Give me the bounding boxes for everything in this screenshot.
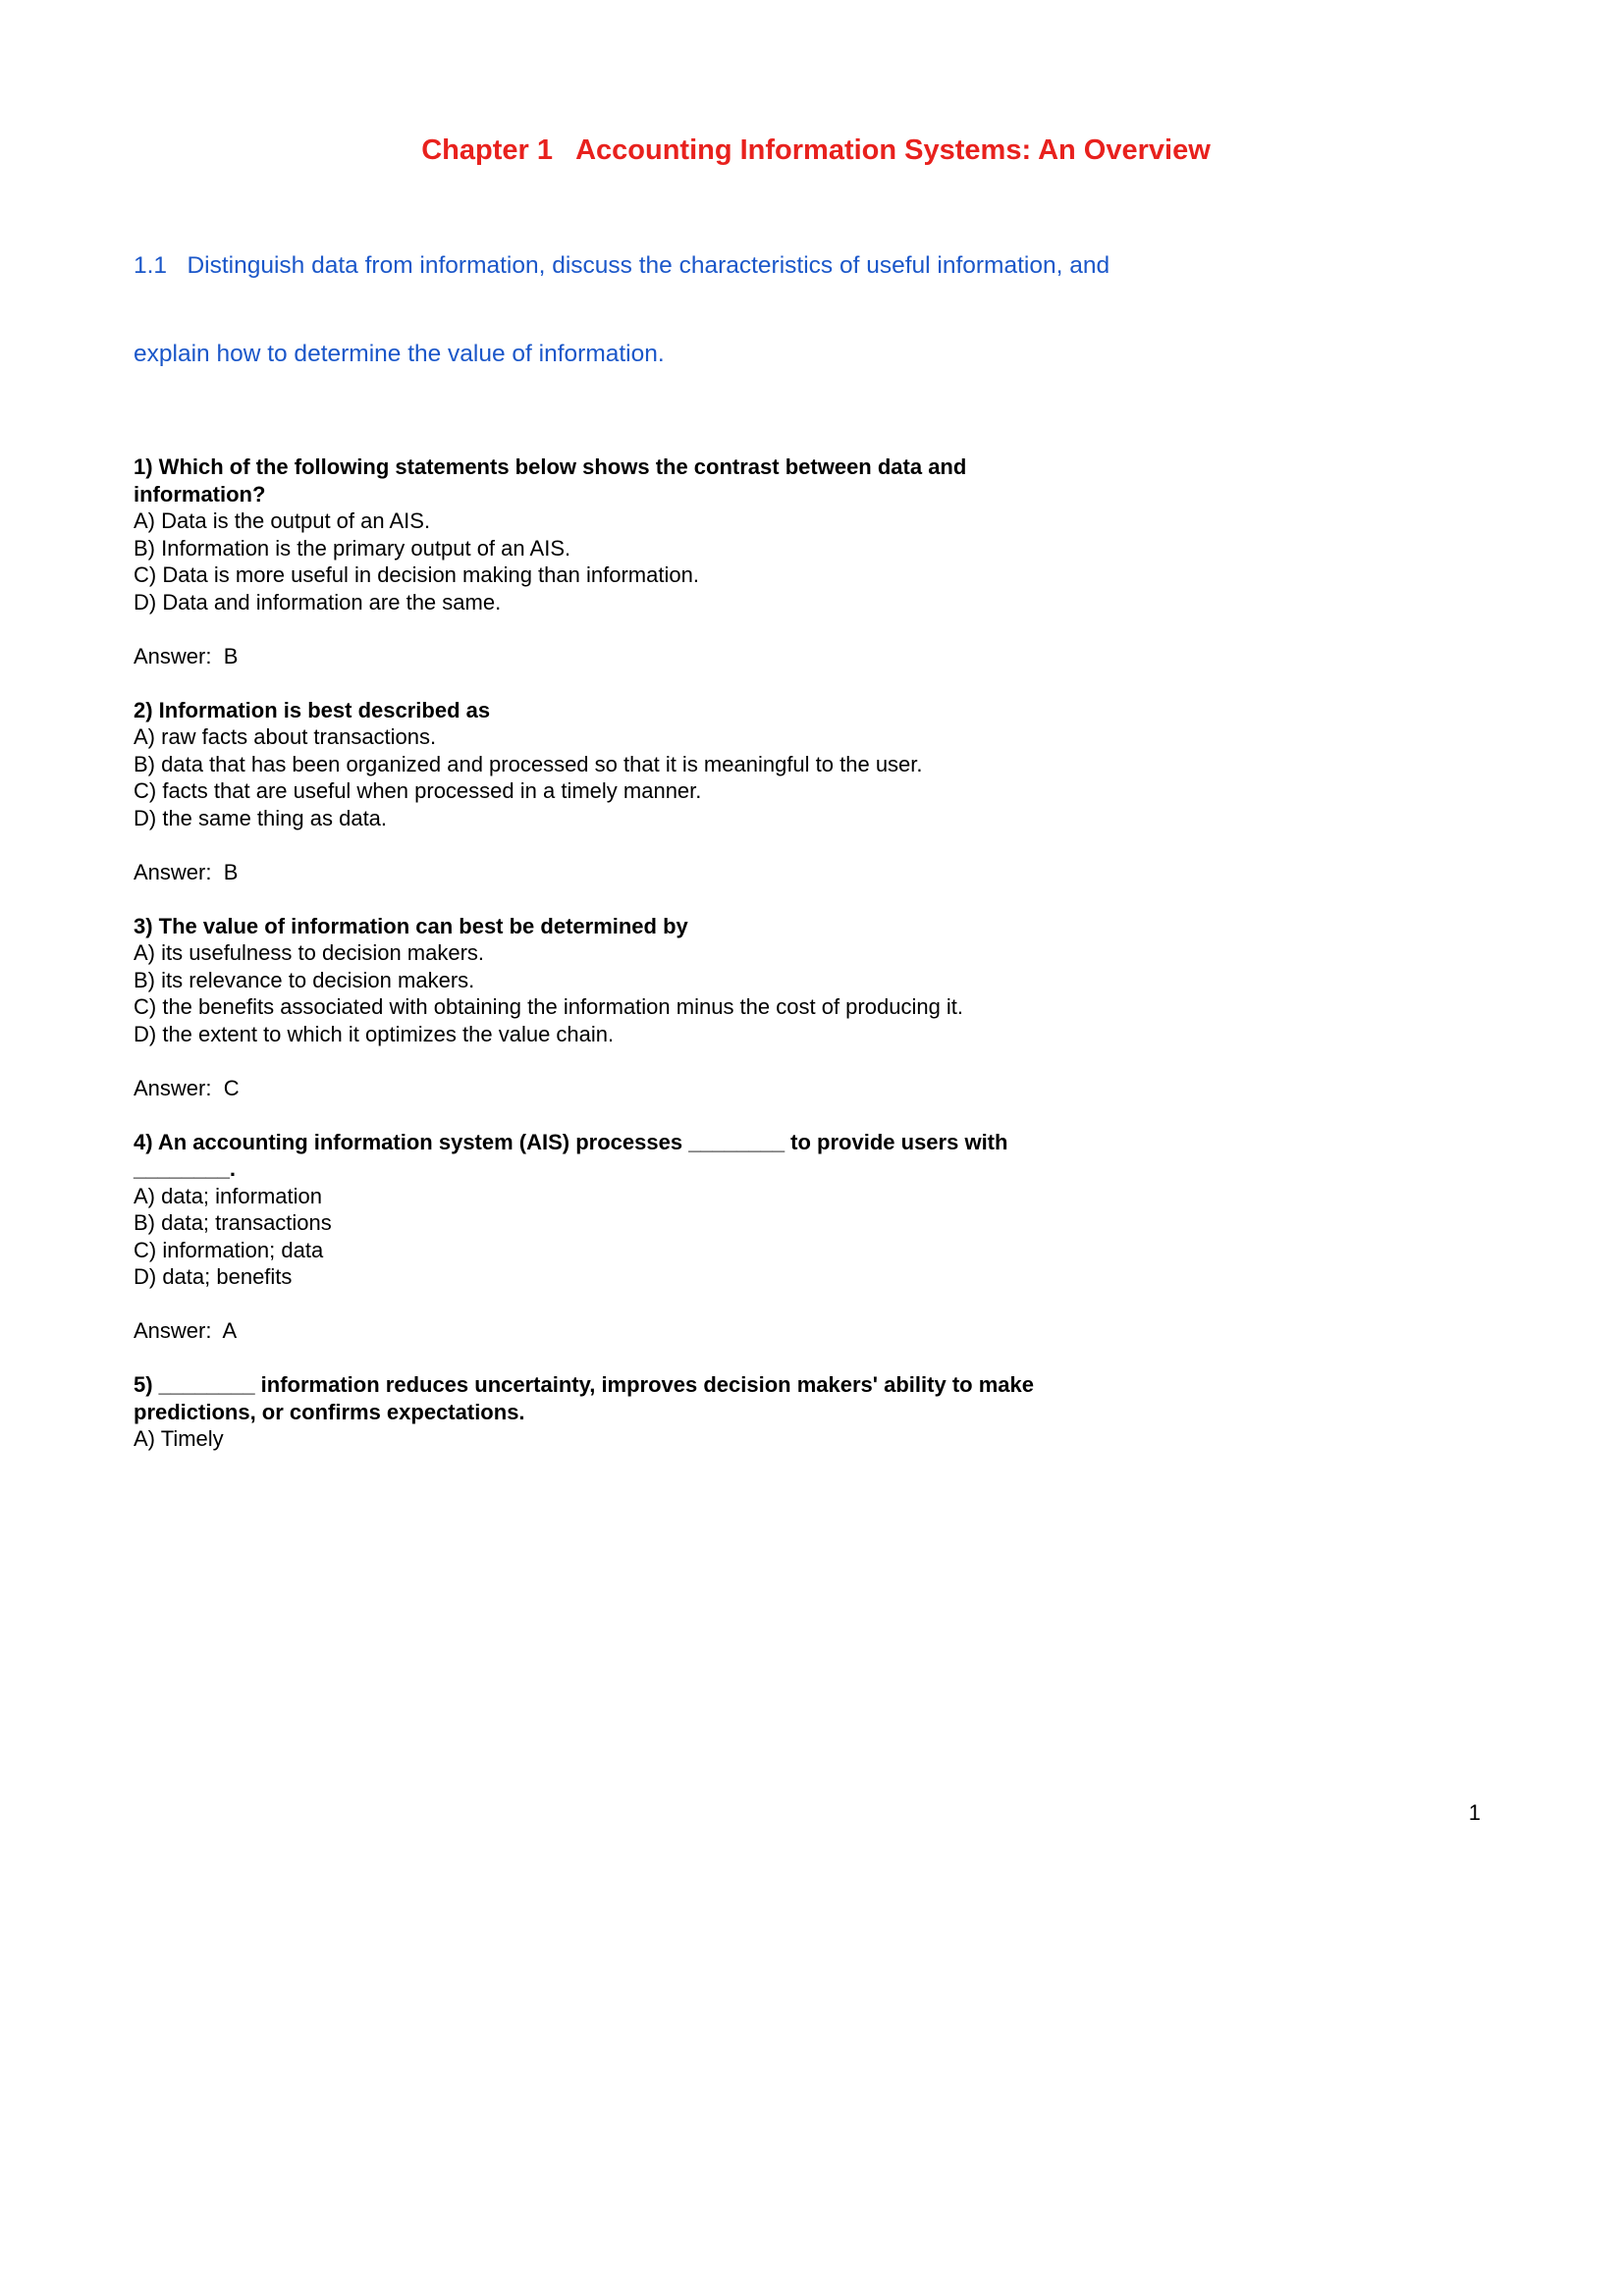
section-heading-line: explain how to determine the value of information. (134, 341, 665, 367)
answer-line: Answer: B (134, 859, 239, 884)
option-c: C) the benefits associated with obtaining the information minus the cost of producing it. (134, 994, 964, 1019)
question-options (134, 507, 1498, 615)
question-stem (134, 1371, 1498, 1425)
question-stem-line: 4) An accounting information system (AIS) processes ________ to provide users with (134, 1129, 1008, 1154)
question-stem (134, 454, 1498, 507)
option-d: D) data; benefits (134, 1264, 293, 1289)
question-stem-line: predictions, or confirms expectations. (134, 1399, 525, 1424)
option-d: D) the same thing as data. (134, 805, 388, 830)
question-options (134, 1183, 1498, 1291)
option-a: A) raw facts about transactions. (134, 724, 437, 749)
option-b: B) its relevance to decision makers. (134, 967, 475, 992)
answer-line: Answer: B (134, 643, 239, 668)
option-c: C) information; data (134, 1237, 324, 1262)
option-a: A) its usefulness to decision makers. (134, 940, 485, 965)
option-b: B) data that has been organized and processed so that it is meaningful to the user. (134, 751, 923, 776)
option-a: A) Data is the output of an AIS. (134, 508, 431, 533)
question-options (134, 723, 1498, 831)
option-a: A) data; information (134, 1183, 322, 1208)
option-d: D) the extent to which it optimizes the value chain. (134, 1021, 615, 1046)
question-stem-line: 5) ________ information reduces uncertainty, improves decision makers' ability to make (134, 1372, 1034, 1397)
option-b: B) data; transactions (134, 1210, 332, 1235)
question-2 (134, 697, 1498, 886)
question-stem (134, 697, 1498, 724)
option-d: D) Data and information are the same. (134, 589, 502, 614)
question-4 (134, 1129, 1498, 1345)
section-heading-line: 1.1 Distinguish data from information, discuss the characteristics of useful information, and (134, 252, 1110, 279)
question-stem-line: ________. (134, 1156, 236, 1181)
page-number: 1 (1468, 1800, 1481, 1825)
question-3 (134, 913, 1498, 1102)
question-stem (134, 1129, 1498, 1183)
answer-line: Answer: A (134, 1318, 238, 1343)
question-options (134, 1425, 1498, 1453)
question-1 (134, 454, 1498, 669)
question-stem (134, 913, 1498, 940)
question-stem-line: 2) Information is best described as (134, 697, 491, 722)
option-c: C) Data is more useful in decision making than information. (134, 562, 699, 587)
question-5 (134, 1371, 1498, 1453)
question-options (134, 939, 1498, 1047)
option-a: A) Timely (134, 1426, 224, 1451)
answer-line: Answer: C (134, 1075, 240, 1100)
question-stem-line: 3) The value of information can best be determined by (134, 913, 688, 938)
document-content (134, 133, 1498, 1453)
question-stem-line: information? (134, 481, 266, 507)
chapter-title: Chapter 1 Accounting Information Systems: An Overview (421, 134, 1211, 166)
option-c: C) facts that are useful when processed in a timely manner. (134, 778, 702, 803)
option-b: B) Information is the primary output of an AIS. (134, 535, 571, 561)
question-stem-line: 1) Which of the following statements below shows the contrast between data and (134, 454, 967, 479)
section-heading (134, 192, 1498, 428)
